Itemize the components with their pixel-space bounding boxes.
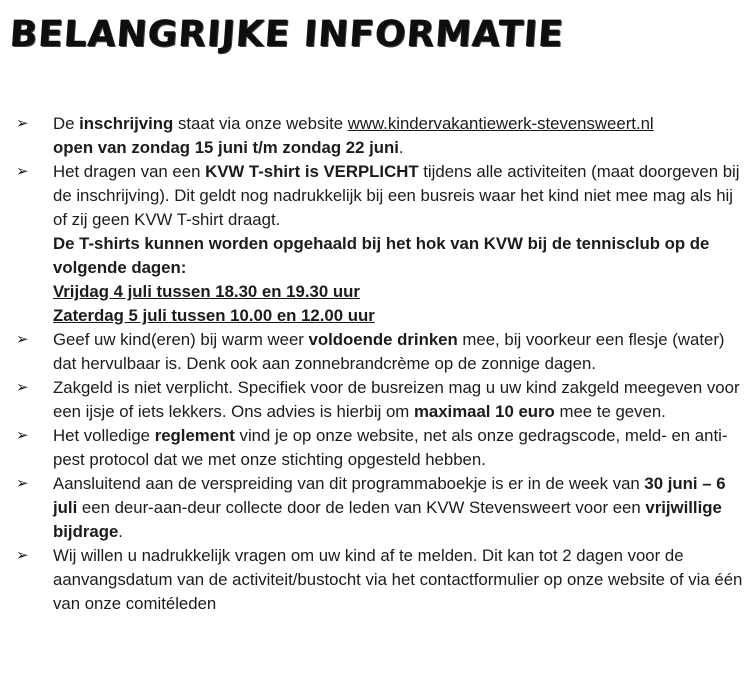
text: een deur-aan-deur collecte door de leden van KVW Stevensweert voor een [77,498,646,517]
info-list [16,112,748,616]
arrow-bullet-icon: ➢ [16,547,29,564]
pickup-date-2: Zaterdag 5 juli tussen 10.00 en 12.00 uur [53,306,375,325]
text: mee te geven. [554,402,666,421]
page-title: BELANGRIJKE INFORMATIE [8,14,566,55]
arrow-bullet-icon: ➢ [16,163,29,180]
arrow-bullet-icon: ➢ [16,427,29,444]
arrow-bullet-icon: ➢ [16,331,29,348]
text: Het dragen van een [53,162,206,181]
text: De [53,114,80,133]
text: Geef uw kind(eren) bij warm weer [53,330,309,349]
website-link[interactable]: www.kindervakantiewerk-stevensweert.nl [347,114,654,133]
list-item-zakgeld [16,376,748,424]
arrow-bullet-icon: ➢ [16,379,29,396]
bold-text: 30 juni – 6 juli [53,474,726,517]
list-item-tshirt [16,160,748,328]
bold-text: open van zondag 15 juni t/m zondag 22 juni [53,138,399,157]
bold-text: voldoende drinken [308,330,458,349]
bold-text: KVW T-shirt is VERPLICHT [205,162,419,181]
list-item-reglement [16,424,748,472]
text: . [118,522,123,541]
text: tijdens alle activiteiten (maat doorgeven bij de inschrijving). Dit geldt nog nadrukkelijk bij een busreis waar het kind niet mee mag als hij of zij geen KVW T-shirt draagt. [53,162,740,229]
pickup-info: De T-shirts kunnen worden opgehaald bij het hok van KVW bij de tennisclub op de volgende dagen: [53,234,710,277]
text: Wij willen u nadrukkelijk vragen om uw kind af te melden. Dit kan tot 2 dagen voor de aanvangsdatum van de activiteit/bustocht via het contactformulier op onze website of via één van onze comitéleden [53,546,743,613]
text: Het volledige [53,426,155,445]
bold-text: vrijwillige bijdrage [53,498,722,541]
bold-text: maximaal 10 euro [413,402,555,421]
text: staat via onze website [173,114,348,133]
bold-text: reglement [154,426,235,445]
pickup-date-1: Vrijdag 4 juli tussen 18.30 en 19.30 uur [53,282,360,301]
arrow-bullet-icon: ➢ [16,115,29,132]
text: Aansluitend aan de verspreiding van dit programmaboekje is er in de week van [53,474,645,493]
list-item-drinken [16,328,748,376]
text: . [398,138,404,157]
text: mee, bij voorkeur een flesje (water) dat hervulbaar is. Denk ook aan zonnebrandcrème op de zonnige dagen. [53,330,725,373]
list-item-collecte [16,472,748,544]
text: vind je op onze website, net als onze gedragscode, meld- en anti-pest protocol dat we met onze stichting opgesteld hebben. [53,426,728,469]
list-item-afmelden [16,544,748,616]
list-item-inschrijving [16,112,748,160]
text: Zakgeld is niet verplicht. Specifiek voor de busreizen mag u uw kind zakgeld meegeven voor een ijsje of iets lekkers. Ons advies is hierbij om [53,378,740,421]
bold-text: inschrijving [79,114,174,133]
registration-period [53,136,748,160]
arrow-bullet-icon: ➢ [16,475,29,492]
